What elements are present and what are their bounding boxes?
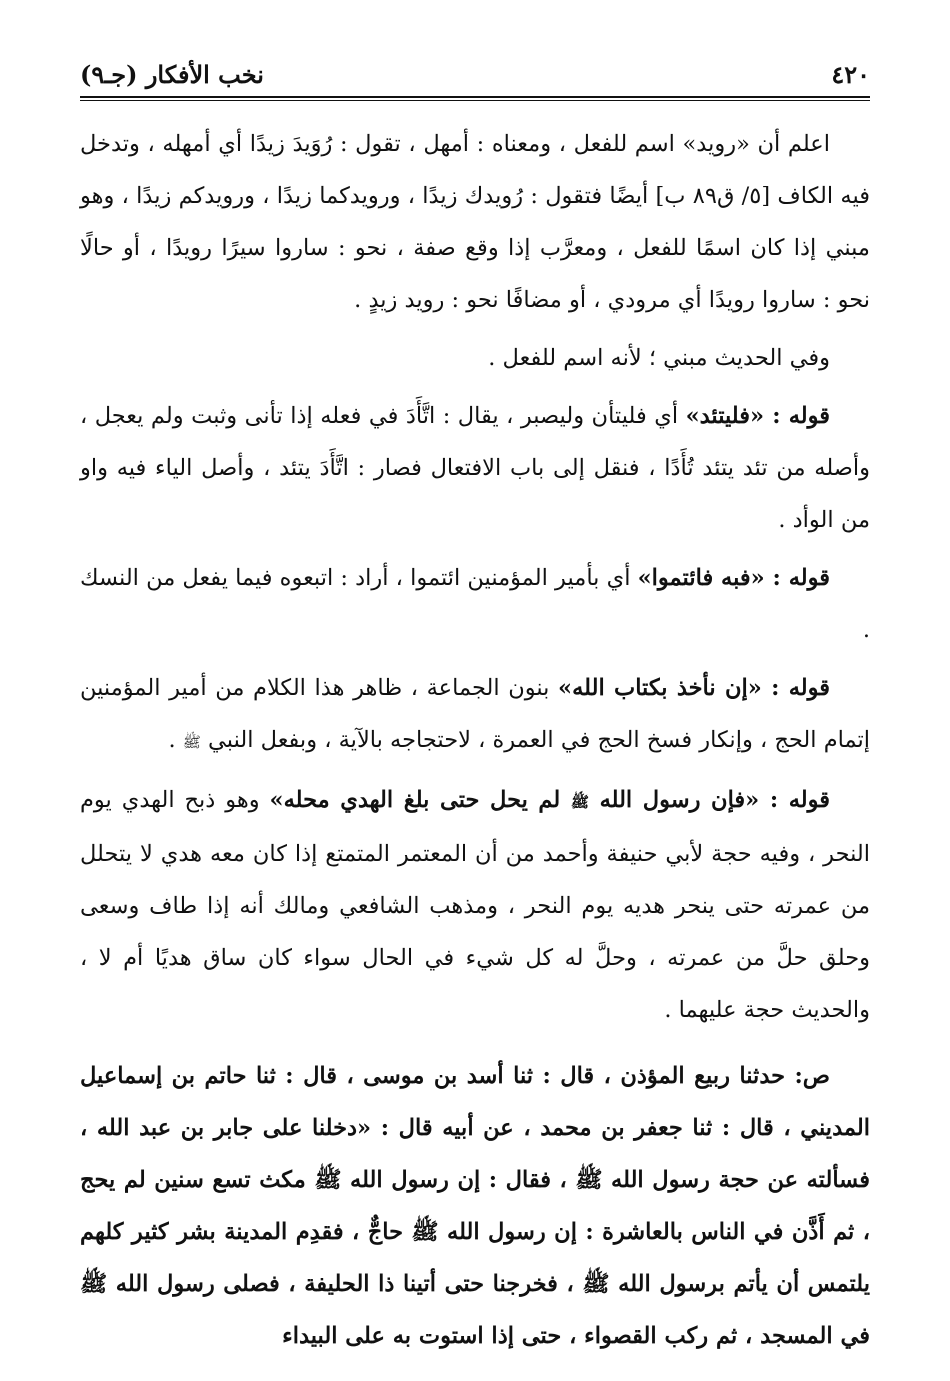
commentary-label: قوله : «فبه فائتموا» xyxy=(637,565,830,591)
paragraph-in-nakhudh xyxy=(80,662,870,768)
salutation-glyph: ﷺ xyxy=(570,793,589,811)
commentary-text: أي فليتأن وليصبر ، يقال : اتَّأَدَ في فعله إذا تأنى وثبت ولم يعجل ، وأصله من تئد يتئد تُأَدًا ، فنقل إلى باب الافتعال فصار : اتَّأَدَ يتئد ، وأصل الياء فيه واو من الوأد . xyxy=(80,403,870,533)
label-part-b: لم يحل حتى بلغ الهدي محله» xyxy=(269,787,571,813)
book-title: نخب الأفكار (جـ٩) xyxy=(80,60,264,89)
paragraph-hadith-mabni: وفي الحديث مبني ؛ لأنه اسم للفعل . xyxy=(488,345,830,371)
header-rule-thin xyxy=(80,100,870,101)
page-header xyxy=(80,52,870,94)
paragraph-falyattaid xyxy=(80,390,870,546)
page-number: ٤٢٠ xyxy=(831,60,870,89)
header-rule xyxy=(80,96,870,98)
commentary-text: أي بأمير المؤمنين ائتموا ، أراد : اتبعوه فيما يفعل من النسك . xyxy=(80,565,870,643)
commentary-label xyxy=(270,787,831,813)
commentary-text: بنون الجماعة ، ظاهر هذا الكلام من أمير المؤمنين إتمام الحج ، وإنكار فسخ الحج في العمرة ، لاحتجاجه بالآية ، وبفعل النبي xyxy=(80,675,870,753)
paragraph-fa-inna-rasul xyxy=(80,774,870,1036)
label-part-a: قوله : «فإن رسول الله xyxy=(588,787,831,813)
page-body xyxy=(80,118,870,1362)
salutation-glyph: ﷺ xyxy=(182,733,201,751)
commentary-label: قوله : «إن نأخذ بكتاب الله» xyxy=(558,675,831,701)
paragraph-fabihi-fatammu xyxy=(80,552,870,656)
commentary-label: قوله : «فليتئد» xyxy=(685,403,831,429)
commentary-text: وهو ذبح الهدي يوم النحر ، وفيه حجة لأبي حنيفة وأحمد من أن المعتمر المتمتع إذا كان معه هدي لا يتحلل من عمرته حتى ينحر هديه يوم النحر ، ومذهب الشافعي ومالك أنه إذا طاف وسعى وحلق حلَّ من عمرته ، وحلَّ له كل شيء في الحال سواء كان ساق هديًا أم لا ، والحديث حجة عليهما . xyxy=(80,787,870,1023)
paragraph-ruwayd: اعلم أن «رويد» اسم للفعل ، ومعناه : أمهل ، تقول : رُوَيدَ زيدًا أي أمهله ، وتدخل فيه الكاف [٥/ ق٨٩ ب] أيضًا فتقول : رُويدك زيدًا ، ورويدكما زيدًا ، ورويدكم زيدًا ، وهو مبني إذا كان اسمًا للفعل ، ومعرَّب إذا وقع صفة ، نحو : ساروا سيرًا رويدًا ، أو حالًا نحو : ساروا رويدًا أي مرودي ، أو مضافًا نحو : رويد زيدٍ . xyxy=(80,131,870,313)
commentary-text-end: . xyxy=(168,727,183,753)
paragraph-isnad: ص: حدثنا ربيع المؤذن ، قال : ثنا أسد بن موسى ، قال : ثنا حاتم بن إسماعيل المديني ، قال : ثنا جعفر بن محمد ، عن أبيه قال : «دخلنا على جابر بن عبد الله ، فسألته عن حجة رسول الله ﷺ ، فقال : إن رسول الله ﷺ مكث تسع سنين لم يحج ، ثم أَذَّن في الناس بالعاشرة : إن رسول الله ﷺ حاجٌّ ، فقدِم المدينة بشر كثير كلهم يلتمس أن يأتم برسول الله ﷺ ، فخرجنا حتى أتينا ذا الحليفة ، فصلى رسول الله ﷺ في المسجد ، ثم ركب القصواء ، حتى إذا استوت به على البيداء xyxy=(80,1063,870,1349)
